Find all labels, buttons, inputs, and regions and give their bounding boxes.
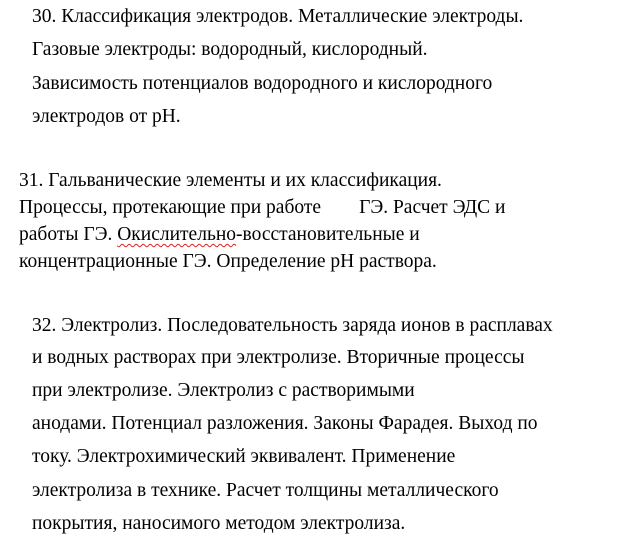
spellcheck-word: Окислительно (117, 224, 237, 245)
item-31-line-3 (19, 223, 420, 247)
item-32-line-6: электролиза в технике. Расчет толщины металлического (32, 480, 499, 501)
item-30-line-1: 30. Классификация электродов. Металлические электроды. (32, 6, 524, 27)
item-32-line-2: и водных растворах при электролизе. Вторичные процессы (32, 347, 525, 368)
item-31-line-2-part-2: ГЭ. Расчет ЭДС и (359, 197, 506, 218)
item-32-line-4: анодами. Потенциал разложения. Законы Фарадея. Выход по (32, 413, 538, 434)
item-31-line-2-part-1: Процессы, протекающие при работе (19, 197, 322, 218)
item-32-line-3: при электролизе. Электролиз с растворимыми (32, 380, 415, 401)
item-30-line-3: Зависимость потенциалов водородного и кислородного (32, 73, 493, 94)
item-31-line-3-part-3: -восстановительные и (236, 224, 420, 245)
item-32-line-1: 32. Электролиз. Последовательность заряда ионов в расплавах (32, 315, 553, 336)
item-30-line-4: электродов от pH. (32, 106, 181, 127)
item-31-line-2 (19, 196, 505, 220)
item-31-line-4: концентрационные ГЭ. Определение pH раствора. (19, 251, 437, 272)
item-31-line-3-part-1: работы ГЭ. (19, 224, 113, 245)
item-32-line-5: току. Электрохимический эквивалент. Применение (32, 446, 456, 467)
item-31-line-1: 31. Гальванические элементы и их классификация. (19, 170, 442, 191)
item-32-line-7: покрытия, наносимого методом электролиза. (32, 513, 406, 534)
item-30-line-2: Газовые электроды: водородный, кислородный. (32, 39, 428, 60)
